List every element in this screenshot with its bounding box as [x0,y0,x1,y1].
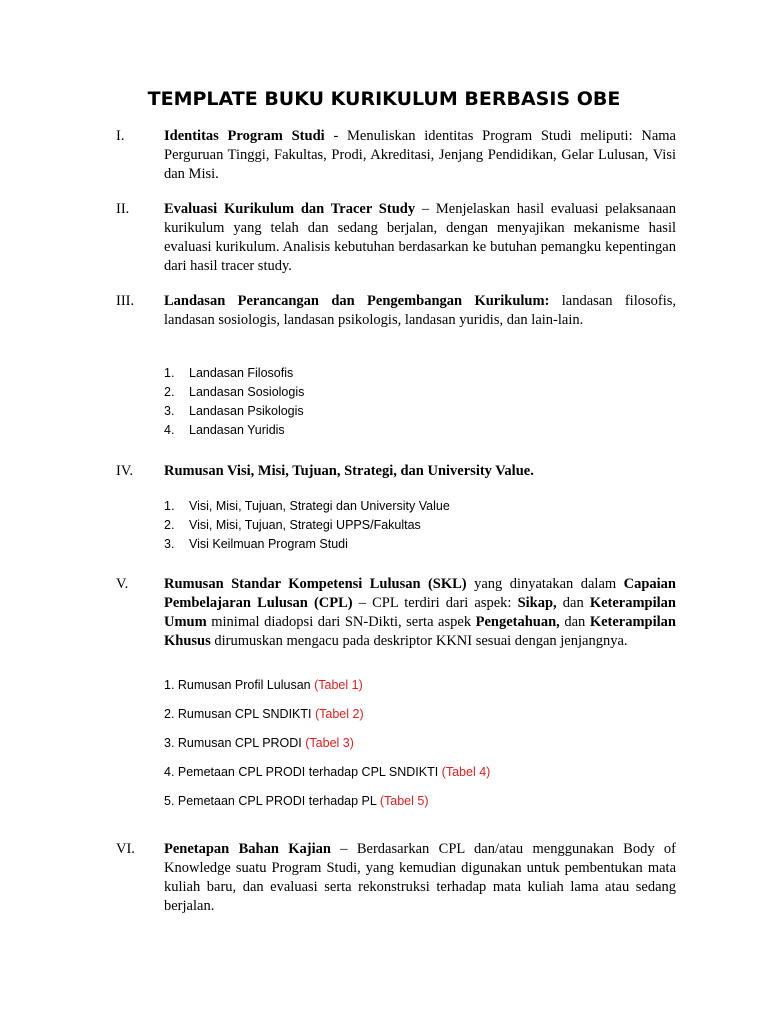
table-reference: (Tabel 3) [305,736,354,750]
list-item: 4. Pemetaan CPL PRODI terhadap CPL SNDIKTI (Tabel 4) [164,765,491,779]
list-item: 4. Landasan Yuridis [164,423,285,437]
document-title: TEMPLATE BUKU KURIKULUM BERBASIS OBE [147,88,621,110]
section-text: – Menjelaskan hasil evaluasi pelaksanaan kurikulum yang telah dan sedang berjalan, dengan menyajikan mekanisme hasil evaluasi kurikulum. Analisis kebutuhan berdasarkan ke butuhan pemangku kepentingan dari hasil tracer study. [164,201,676,274]
section-numeral: IV. [116,463,134,479]
section-body [164,200,676,276]
section-text: - Menuliskan identitas Program Studi meliputi: Nama Perguruan Tinggi, Fakultas, Prodi, Akreditasi, Jenjang Pendidikan, Gelar Lulusan, Visi dan Misi. [164,128,676,182]
table-reference: (Tabel 4) [441,765,491,779]
table-reference: (Tabel 1) [314,678,363,692]
section-body [164,462,676,481]
section-numeral: III. [116,293,135,309]
list-item: 3. Landasan Psikologis [164,404,304,418]
list-item: 1. Visi, Misi, Tujuan, Strategi dan University Value [164,499,450,513]
section-heading: Evaluasi Kurikulum dan Tracer Study [164,201,416,217]
section-text: – Berdasarkan CPL dan/atau menggunakan Body of Knowledge suatu Program Studi, yang kemudian digunakan untuk pembentukan mata kuliah baru, dan evaluasi serta rekonstruksi terhadap mata kuliah lama atau sedang berjalan. [164,841,676,914]
list-item: 2. Visi, Misi, Tujuan, Strategi UPPS/Fakultas [164,518,421,532]
table-reference: (Tabel 2) [314,707,364,721]
section-heading: Penetapan Bahan Kajian [164,841,331,857]
list-item: 1. Rumusan Profil Lulusan (Tabel 1) [164,678,363,692]
section-body: Rumusan Standar Kompetensi Lulusan (SKL) yang dinyatakan dalam Capaian Pembelajaran Lulusan (CPL) – CPL terdiri dari aspek: Sikap, dan Keterampilan Umum minimal diadopsi dari SN-Dikti, serta aspek Pengetahuan, dan Keterampilan Khusus dirumuskan mengacu pada deskriptor KKNI sesuai dengan jenjangnya. [164,576,676,649]
list-item: 5. Pemetaan CPL PRODI terhadap PL (Tabel 5) [164,794,429,808]
section-heading: Identitas Program Studi [164,128,325,144]
list-item: 3. Rumusan CPL PRODI (Tabel 3) [164,736,354,750]
list-item: 1. Landasan Filosofis [164,366,294,380]
list-item: 2. Landasan Sosiologis [164,385,305,399]
section-body [164,292,676,330]
section-heading: Rumusan Visi, Misi, Tujuan, Strategi, dan University Value. [164,463,534,479]
section-heading: Rumusan Standar Kompetensi Lulusan (SKL) [164,576,467,592]
section-heading: Landasan Perancangan dan Pengembangan Kurikulum: [164,293,550,309]
section-text: landasan filosofis, landasan sosiologis, landasan psikologis, landasan yuridis, dan lain-lain. [164,293,676,328]
section-numeral: II. [116,201,130,217]
section-numeral: VI. [116,841,135,857]
section-body [164,127,676,184]
list-item: 3. Visi Keilmuan Program Studi [164,537,348,551]
section-body [164,840,676,916]
list-item: 2. Rumusan CPL SNDIKTI (Tabel 2) [164,707,364,721]
section-numeral: V. [116,576,129,592]
section-numeral: I. [116,128,125,144]
table-reference: (Tabel 5) [379,794,429,808]
